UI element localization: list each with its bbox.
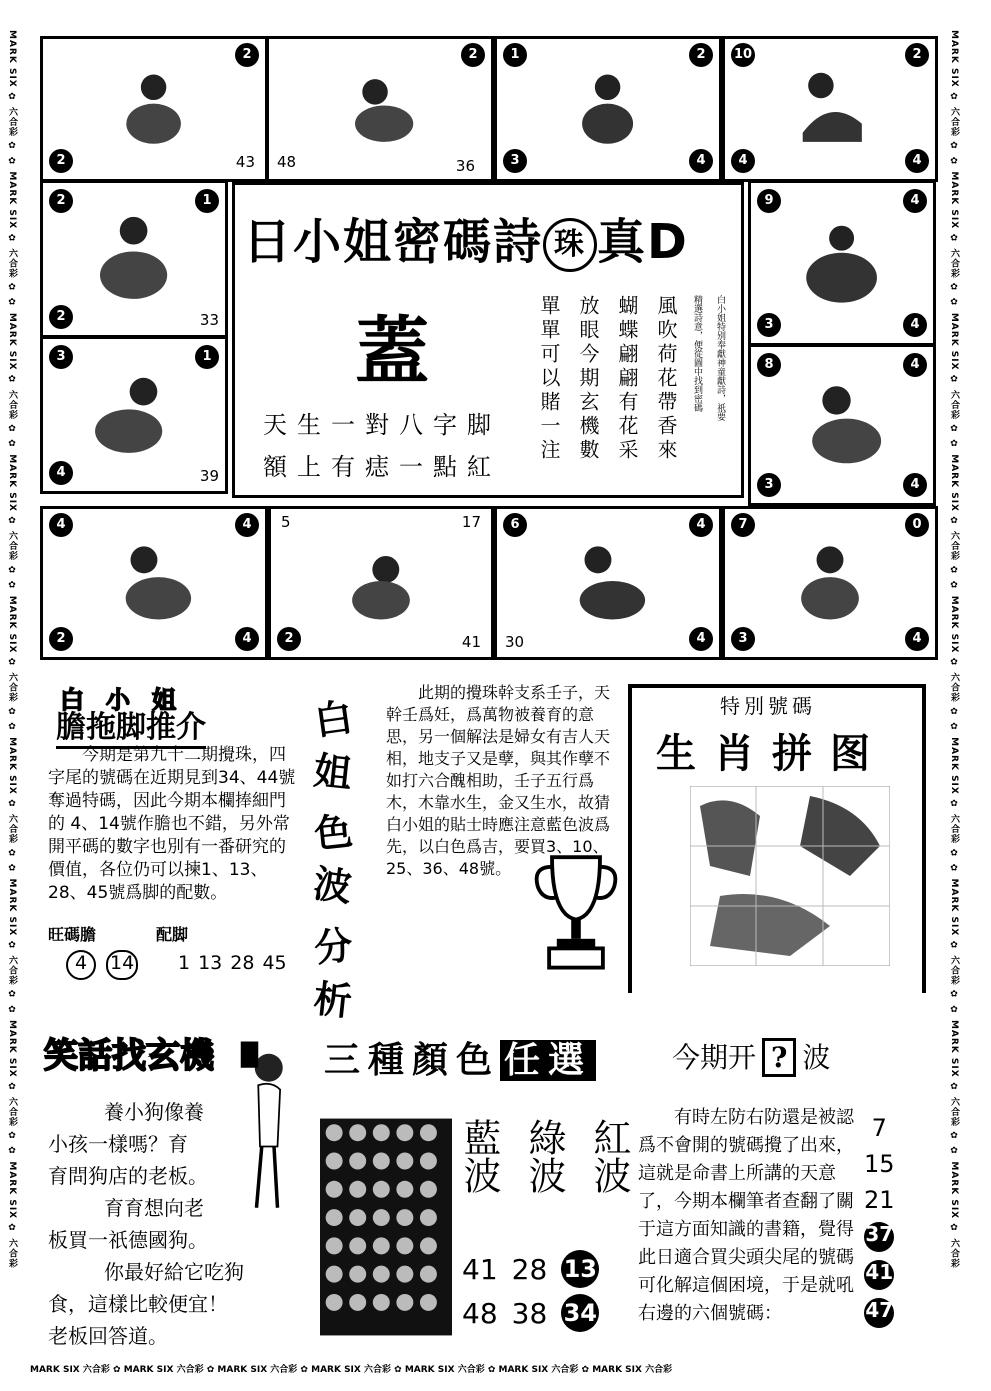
panel-num-tr: 4	[903, 189, 927, 213]
kaibo-numbers	[864, 1114, 895, 1328]
red-wave-label: 紅波	[587, 1118, 631, 1194]
left-border-strip: MARK SIX ✿ 六合彩 ✿ ✿ MARK SIX ✿ 六合彩 ✿ ✿ MARK SIX ✿ 六合彩 ✿ ✿ MARK SIX ✿ 六合彩 ✿ ✿ MARK SIX ✿ 六合彩 ✿ ✿ MARK SIX ✿ 六合彩 ✿ ✿ MARK SIX ✿ 六合彩 ✿ ✿ MARK SIX ✿ 六合彩 ✿ ✿ MARK SIX ✿ 六合彩	[7, 30, 17, 1269]
color-number: 48	[462, 1296, 498, 1330]
wave-title-char: 波	[310, 861, 355, 911]
wave-side-title	[310, 686, 384, 1026]
special-number-section	[628, 684, 926, 993]
kaibo-text: 有時左防右防還是被認爲不會開的號碼攪了出來，這就是命書上所講的天意了，今期本欄筆者查翻了關于這方面知識的書籍，覺得此日適合買尖頭尖尾的號碼可化解這個困境，于是就吼右邊的六個號碼：	[638, 1107, 854, 1324]
poem-note-2: 精選詩意，便從圖中找到密碼	[692, 295, 702, 412]
panel-num-tr: 2	[235, 43, 259, 67]
kaibo-title-box: ?	[762, 1038, 796, 1077]
poem-column-3: 放眼今期玄機數	[576, 295, 600, 463]
zodiac-puzzle-image	[690, 786, 890, 966]
three-colors-section	[316, 1032, 631, 1352]
panel-num-tr: 17	[461, 513, 481, 531]
dan-numbers	[66, 950, 138, 980]
wave-text: 此期的攪珠幹支系壬子，天幹壬爲妊，爲萬物被養育的意思，另一個解法是婦女有吉人天相，地支子又是孽，與其作孽不如打六合醜相助，壬子五行爲木，木靠水生，金又生水，故猜白小姐的貼士時應注意藍色波爲先，以白色爲吉，要買3、10、25、36、48號。	[386, 683, 611, 878]
color-number: 41	[462, 1252, 498, 1286]
child-illustration-icon	[79, 206, 188, 305]
joke-line: 小孩一樣嗎？育	[48, 1132, 188, 1156]
special-title: 生肖拼图	[656, 731, 888, 777]
color-number-ball: 34	[561, 1294, 599, 1332]
panel-num-tr: 2	[461, 43, 485, 67]
zodiac-panel-top-4	[722, 36, 938, 182]
zodiac-panel-top-2	[266, 36, 494, 182]
panel-num-bl: 3	[757, 313, 781, 337]
color-number: 28	[511, 1252, 548, 1286]
couplet-line-1: 天生一對八字脚	[263, 411, 501, 439]
panel-num-tr: 2	[689, 43, 713, 67]
panel-num-br: 4	[689, 149, 713, 173]
jiao-number: 45	[262, 952, 287, 974]
panel-num-br: 41	[461, 633, 481, 651]
panel-num-br: 4	[235, 627, 259, 651]
joke-title: 笑話找玄機	[44, 1036, 214, 1076]
zodiac-panel-mid-2	[268, 506, 494, 660]
joke-lines	[48, 1096, 298, 1352]
child-illustration-icon	[787, 207, 896, 311]
joke-line: 你最好給它吃狗	[104, 1260, 244, 1284]
jiao-number: 28	[230, 952, 255, 974]
panel-num-tl: 6	[503, 513, 527, 537]
kaibo-number: 15	[864, 1150, 895, 1178]
color-title-tail: 任選	[500, 1040, 596, 1081]
poem-note-1: 白小姐特别奉獻神童獻詩，祇要	[715, 295, 725, 421]
wave-analysis-section	[310, 680, 620, 1025]
wave-title-char: 析	[311, 976, 354, 1025]
child-illustration-icon	[541, 531, 674, 627]
jiao-label: 配脚	[156, 925, 189, 944]
dan-text: 今期是第九十二期攪珠，四字尾的號碼在近期見到34、44號奪過特碼，因此今期本欄捧細門的 4、14號作膽也不錯，另外常開平碼的數字也別有一番研究的價值，各位仍可以揀1、13、28、45號爲脚的配數。	[48, 745, 296, 903]
joke-line: 老板回答道。	[48, 1324, 168, 1348]
title-circled-char: 珠	[543, 218, 597, 272]
kaibo-number-ball: 41	[864, 1260, 894, 1290]
zodiac-panel-left-1	[40, 180, 228, 338]
kaibo-number-ball: 47	[864, 1298, 894, 1328]
child-illustration-icon	[787, 370, 896, 471]
joke-line: 食，這樣比較便宜！	[48, 1292, 228, 1316]
wave-title-char: 色	[312, 808, 355, 857]
border-mark-text: MARK SIX	[7, 30, 17, 88]
panel-num-bl: 2	[277, 627, 301, 651]
zodiac-panel-mid-1	[40, 506, 268, 660]
panel-num-bl: 3	[731, 627, 755, 651]
kaibo-section	[632, 1030, 932, 1350]
panel-num-tl: 1	[503, 43, 527, 67]
kaibo-title: 今期开 ? 波	[672, 1036, 830, 1077]
panel-num-tl: 9	[757, 189, 781, 213]
panel-num-tl: 7	[731, 513, 755, 537]
panel-num-bl: 3	[503, 149, 527, 173]
dan-label: 旺碼膽	[48, 925, 97, 944]
riddle-character: 蓋	[355, 309, 429, 395]
poem-column-4: 單單可以賭一注	[537, 295, 561, 463]
special-label: 特別號碼	[720, 694, 816, 718]
dan-number: 4	[66, 950, 96, 980]
child-illustration-icon	[87, 531, 220, 627]
panel-num-bl: 48	[277, 153, 297, 171]
panel-num-bl: 4	[731, 149, 755, 173]
panel-num-br: 4	[905, 627, 929, 651]
child-illustration-icon	[313, 60, 446, 151]
child-illustration-icon	[767, 60, 893, 151]
panel-num-br: 39	[199, 467, 219, 485]
couplet-line-2: 額上有痣一點紅	[263, 453, 501, 481]
panel-num-br: 4	[905, 149, 929, 173]
page-title: 日小姐密碼詩 珠 真D	[243, 214, 689, 270]
color-number: 38	[511, 1296, 548, 1330]
child-illustration-icon	[767, 531, 893, 627]
panel-num-bl: 2	[49, 149, 73, 173]
panel-num-tr: 4	[689, 513, 713, 537]
trophy-icon	[528, 846, 624, 974]
panel-num-tr: 4	[235, 513, 259, 537]
zodiac-panel-mid-3	[494, 506, 722, 660]
panel-num-tr: 4	[903, 353, 927, 377]
wave-title-char: 白	[311, 694, 356, 744]
panel-num-tr: 1	[195, 345, 219, 369]
panel-num-tl: 3	[49, 345, 73, 369]
panel-num-tl: 5	[281, 513, 291, 531]
panel-num-tr: 0	[905, 513, 929, 537]
green-wave-label: 綠波	[522, 1118, 566, 1194]
panel-num-br: 36	[455, 157, 475, 175]
panel-num-br: 33	[199, 311, 219, 329]
panel-num-bl: 2	[49, 305, 73, 329]
color-number-ball: 13	[561, 1250, 599, 1288]
wave-labels	[452, 1118, 637, 1194]
color-title: 三種顏色 任選	[324, 1032, 596, 1083]
jiao-number: 13	[198, 952, 223, 974]
panel-num-tl: 10	[731, 43, 755, 67]
joke-line: 養小狗像養	[104, 1100, 204, 1124]
poem-column-1: 風吹荷花帶香來	[654, 295, 678, 463]
color-row-1	[462, 1250, 599, 1288]
panel-num-tr: 2	[905, 43, 929, 67]
kaibo-number: 7	[871, 1114, 887, 1142]
panel-num-tl: 4	[49, 513, 73, 537]
panel-num-bl: 30	[505, 633, 525, 651]
kaibo-number: 21	[864, 1186, 895, 1214]
zodiac-panel-mid-4	[722, 506, 938, 660]
zodiac-panel-right-1	[748, 180, 936, 346]
blue-wave-label: 藍波	[457, 1118, 501, 1194]
wave-title-char: 姐	[311, 748, 354, 797]
panel-num-bl: 3	[757, 473, 781, 497]
panel-num-br: 4	[689, 627, 713, 651]
poem-column-2: 蝴蝶翩翩有花采	[615, 295, 639, 463]
panel-num-tr: 1	[195, 189, 219, 213]
zodiac-panel-right-2	[748, 344, 936, 506]
joke-line: 育問狗店的老板。	[48, 1164, 208, 1188]
panel-num-tl: 8	[757, 353, 781, 377]
jiao-number: 1	[178, 952, 191, 974]
poem-columns	[535, 295, 727, 465]
child-illustration-icon	[315, 531, 447, 627]
dan-header-top: 白小姐	[60, 686, 198, 714]
zodiac-panel-left-2	[40, 336, 228, 494]
jiao-numbers	[178, 952, 287, 974]
bottom-border-strip: MARK SIX 六合彩 ✿ MARK SIX 六合彩 ✿ MARK SIX 六合彩 ✿ MARK SIX 六合彩 ✿ MARK SIX 六合彩 ✿ MARK SIX 六合彩 ✿ MARK SIX 六合彩	[30, 1365, 673, 1375]
right-border-strip: MARK SIX ✿ 六合彩 ✿ ✿ MARK SIX ✿ 六合彩 ✿ ✿ MARK SIX ✿ 六合彩 ✿ ✿ MARK SIX ✿ 六合彩 ✿ ✿ MARK SIX ✿ 六合彩 ✿ ✿ MARK SIX ✿ 六合彩 ✿ ✿ MARK SIX ✿ 六合彩 ✿ ✿ MARK SIX ✿ 六合彩 ✿ ✿ MARK SIX ✿ 六合彩	[949, 30, 959, 1269]
panel-num-bl: 4	[49, 461, 73, 485]
ball-grid-image	[320, 1112, 452, 1342]
child-illustration-icon	[541, 60, 674, 151]
joke-line: 育育想向老	[104, 1196, 204, 1220]
kaibo-number-ball: 37	[864, 1222, 894, 1252]
panel-num-bl: 2	[49, 627, 73, 651]
color-row-2	[462, 1294, 599, 1332]
poem-block	[232, 182, 744, 498]
dan-title: 膽拖脚推介	[56, 702, 206, 749]
wave-title-char: 分	[312, 922, 355, 971]
panel-num-tl: 2	[49, 189, 73, 213]
zodiac-panel-top-1	[40, 36, 268, 182]
dan-tuo-section	[40, 680, 302, 990]
zodiac-panel-top-3	[494, 36, 722, 182]
panel-num-br: 4	[903, 473, 927, 497]
child-illustration-icon	[87, 60, 220, 151]
child-illustration-icon	[79, 362, 188, 461]
panel-num-br: 4	[903, 313, 927, 337]
joke-line: 板買一祇德國狗。	[48, 1228, 208, 1252]
panel-num-br: 43	[235, 153, 255, 171]
dan-number: 14	[106, 950, 138, 980]
joke-section	[40, 1020, 302, 1350]
